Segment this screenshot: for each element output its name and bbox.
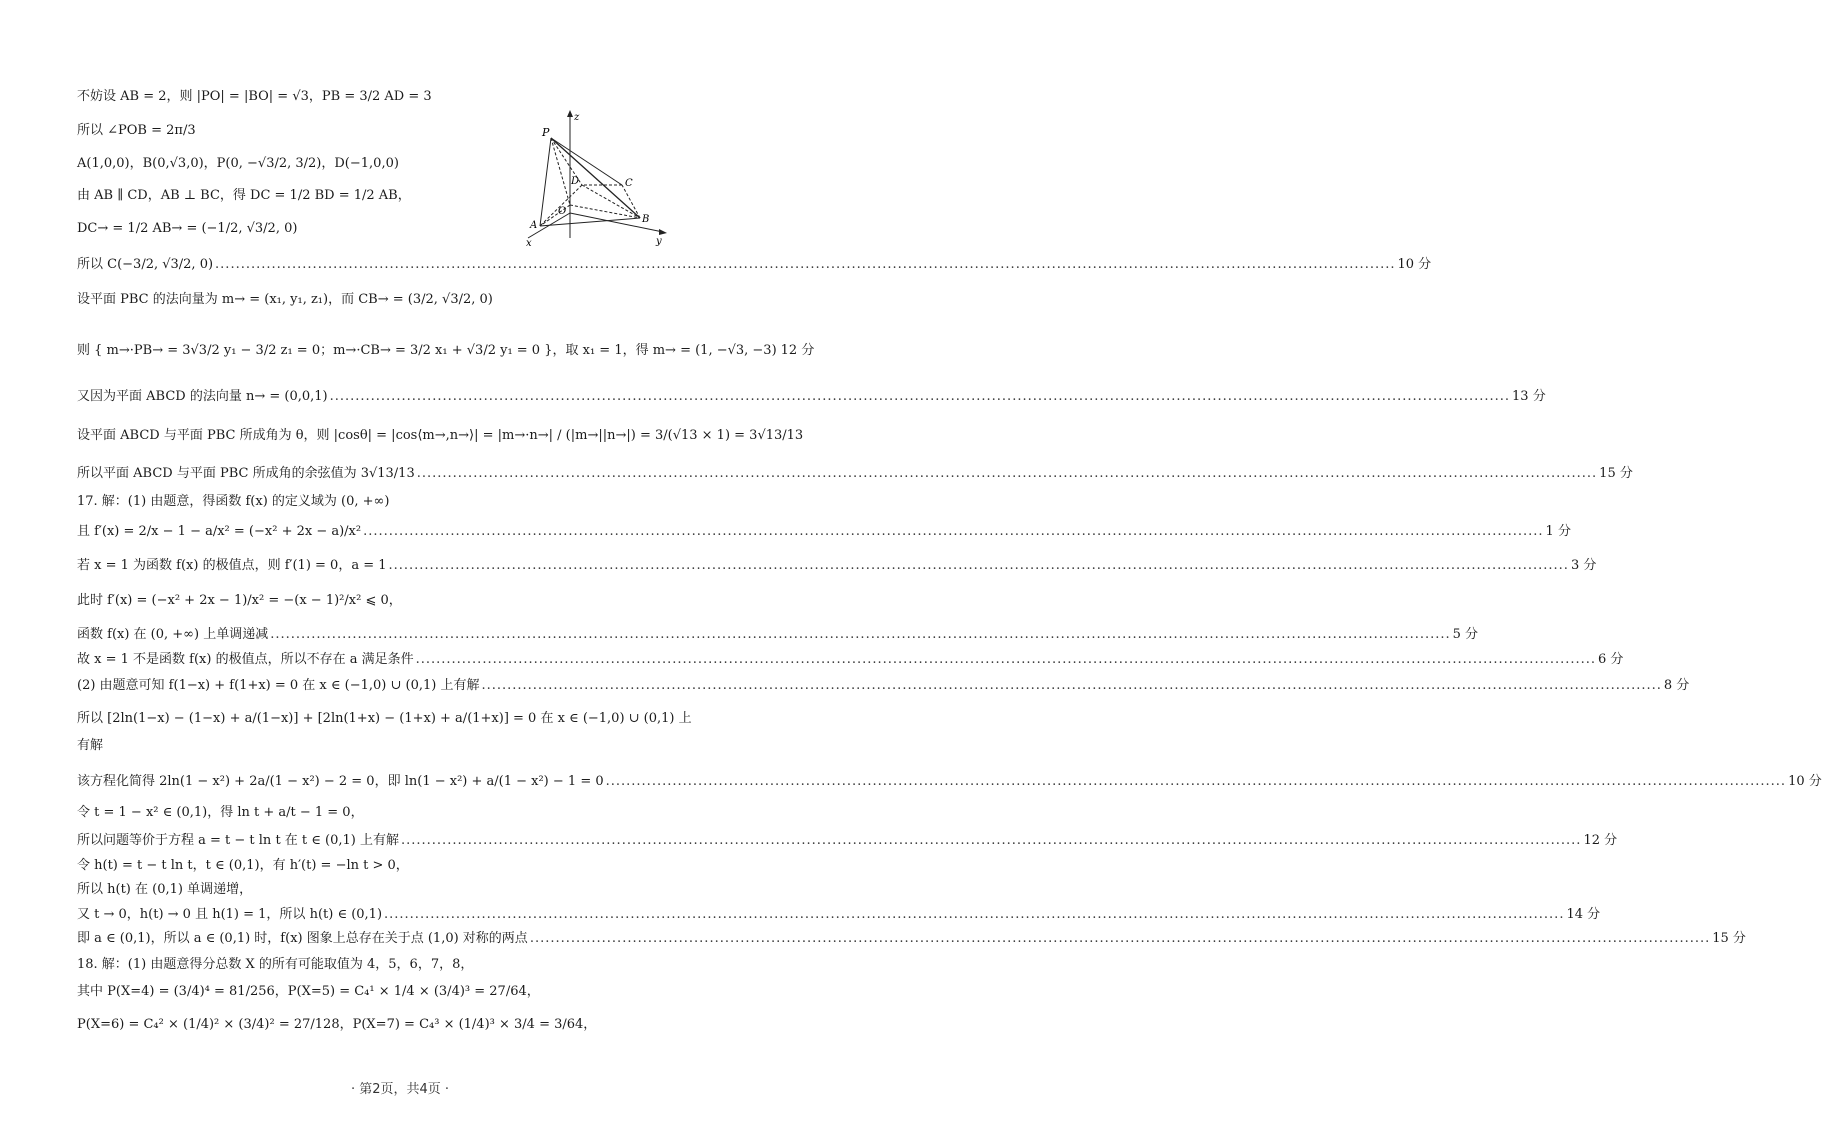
z-axis-arrow [567, 110, 573, 117]
score-label: 1 分 [1545, 524, 1571, 539]
score-label: 15 分 [1712, 931, 1746, 946]
text-line: 且 f′(x) = 2/x − 1 − a/x² = (−x² + 2x − a)/x² ..... 1 分 [77, 523, 727, 541]
leader-dots [416, 651, 1596, 669]
text-line: 有解 [77, 738, 104, 753]
text-line: DC→ = 1/2 AB→ = (−1/2, √3/2, 0) [77, 221, 298, 236]
text-line: 所以 C(−3/2, √3/2, 0) ..... 10 分 [77, 256, 727, 274]
text-line: 其中 P(X=4) = (3/4)⁴ = 81/256，P(X=5) = C₄¹ × 1/4 × (3/4)³ = 27/64， [77, 984, 540, 999]
score-label: 10 分 [1788, 774, 1822, 789]
edge-po [551, 138, 570, 205]
y-axis-arrow [659, 229, 667, 235]
score-label: 13 分 [1512, 389, 1546, 404]
text-line: 故 x = 1 不是函数 f(x) 的极值点，所以不存在 a 满足条件 ..... 6 分 [77, 651, 727, 669]
score-label: 5 分 [1452, 627, 1479, 642]
leader-dots [417, 465, 1597, 483]
leader-dots [270, 626, 1450, 644]
label-b: B [642, 214, 650, 225]
score-label: 3 分 [1570, 558, 1597, 573]
label-o: O [558, 206, 567, 217]
text-line: 所以问题等价于方程 a = t − t ln t 在 t ∈ (0,1) 上有解 ..... 12 分 [77, 832, 727, 850]
text-line: 若 x = 1 为函数 f(x) 的极值点，则 f′(1) = 0，a = 1 ..... 3 分 [77, 557, 727, 575]
edge-pc [551, 138, 622, 185]
text-line: 所以平面 ABCD 与平面 PBC 所成角的余弦值为 3√13/13 ..... 15 分 [77, 465, 727, 483]
edge-ob [570, 205, 640, 218]
text-line: 令 h(t) = t − t ln t，t ∈ (0,1)，有 h′(t) = −ln t > 0， [77, 858, 409, 873]
text-line: 即 a ∈ (0,1)，所以 a ∈ (0,1) 时，f(x) 图象上总存在关于点 (1,0) 对称的两点 ..... 15 分 [77, 930, 727, 948]
leader-dots [401, 832, 1581, 850]
label-a: A [530, 220, 538, 231]
label-d: D [571, 176, 580, 187]
geometry-figure [518, 108, 678, 248]
score-label: 6 分 [1598, 652, 1624, 667]
score-label: 12 分 [1583, 833, 1618, 848]
label-y: y [656, 236, 662, 247]
score-label: 14 分 [1566, 907, 1601, 922]
text-line: 又 t → 0，h(t) → 0 且 h(1) = 1，所以 h(t) ∈ (0,1) ..... 14 分 [77, 906, 727, 924]
text-line: 函数 f(x) 在 (0, +∞) 上单调递减 ..... 5 分 [77, 626, 727, 644]
leader-dots [384, 906, 1564, 924]
text-line: 所以 h(t) 在 (0,1) 单调递增， [77, 882, 253, 897]
text-line: 17. 解：(1) 由题意，得函数 f(x) 的定义域为 (0, +∞) [77, 494, 390, 509]
leader-dots [215, 256, 1395, 274]
text-line: 令 t = 1 − x² ∈ (0,1)，得 ln t + a/t − 1 = 0， [77, 805, 364, 820]
leader-dots [606, 773, 1786, 791]
text-line: 所以 [2ln(1−x) − (1−x) + a/(1−x)] + [2ln(1+x) − (1+x) + a/(1+x)] = 0 在 x ∈ (−1,0) ∪ (0,1) 上 [77, 711, 692, 726]
text-line: 设平面 PBC 的法向量为 m→ = (x₁, y₁, z₁)，而 CB→ = (3/2, √3/2, 0) [77, 292, 493, 307]
label-c: C [625, 178, 633, 189]
text-line: 所以 ∠POB = 2π/3 [77, 123, 196, 138]
text-line: 则 { m→·PB→ = 3√3/2 y₁ − 3/2 z₁ = 0；m→·CB→ = 3/2 x₁ + √3/2 y₁ = 0 }，取 x₁ = 1，得 m→ = (1, −√3, −3) 12 分 [77, 343, 815, 358]
score-label: 12 分 [780, 343, 815, 358]
text-line: 该方程化简得 2ln(1 − x²) + 2a/(1 − x²) − 2 = 0，即 ln(1 − x²) + a/(1 − x²) − 1 = 0 ..... 10 分 [77, 773, 727, 791]
score-label: 8 分 [1663, 678, 1690, 693]
text-line: 不妨设 AB = 2，则 |PO| = |BO| = √3，PB = 3/2 AD = 3 [77, 89, 432, 104]
text-line: 设平面 ABCD 与平面 PBC 所成角为 θ，则 |cosθ| = |cos⟨m→,n→⟩| = |m→·n→| / (|m→||n→|) = 3/(√13 × 1) = 3√13/13 [77, 428, 804, 443]
text-line: P(X=6) = C₄² × (1/4)² × (3/4)² = 27/128，P(X=7) = C₄³ × (1/4)³ × 3/4 = 3/64， [77, 1017, 597, 1032]
leader-dots [530, 930, 1710, 948]
label-p: P [542, 126, 550, 139]
label-z: z [574, 112, 580, 123]
leader-dots [363, 523, 1543, 541]
score-label: 10 分 [1397, 257, 1432, 272]
edge-pa [540, 138, 551, 226]
leader-dots [481, 677, 1661, 695]
page-footer: · 第2页，共4页 · [350, 1082, 450, 1097]
text-line: 此时 f′(x) = (−x² + 2x − 1)/x² = −(x − 1)²/x² ⩽ 0， [77, 593, 402, 608]
text-line: 又因为平面 ABCD 的法向量 n→ = (0,0,1) ..... 13 分 [77, 388, 727, 406]
text-line: 18. 解：(1) 由题意得分总数 X 的所有可能取值为 4，5，6，7，8， [77, 957, 474, 972]
text-line: 由 AB ∥ CD，AB ⊥ BC，得 DC = 1/2 BD = 1/2 AB， [77, 188, 411, 203]
leader-dots [330, 388, 1510, 406]
leader-dots [389, 557, 1569, 575]
text-line: A(1,0,0)，B(0,√3,0)，P(0, −√3/2, 3/2)，D(−1,0,0) [77, 156, 399, 171]
score-label: 15 分 [1599, 466, 1633, 481]
label-x: x [526, 238, 532, 249]
text-line: (2) 由题意可知 f(1−x) + f(1+x) = 0 在 x ∈ (−1,0) ∪ (0,1) 上有解 ..... 8 分 [77, 677, 727, 695]
